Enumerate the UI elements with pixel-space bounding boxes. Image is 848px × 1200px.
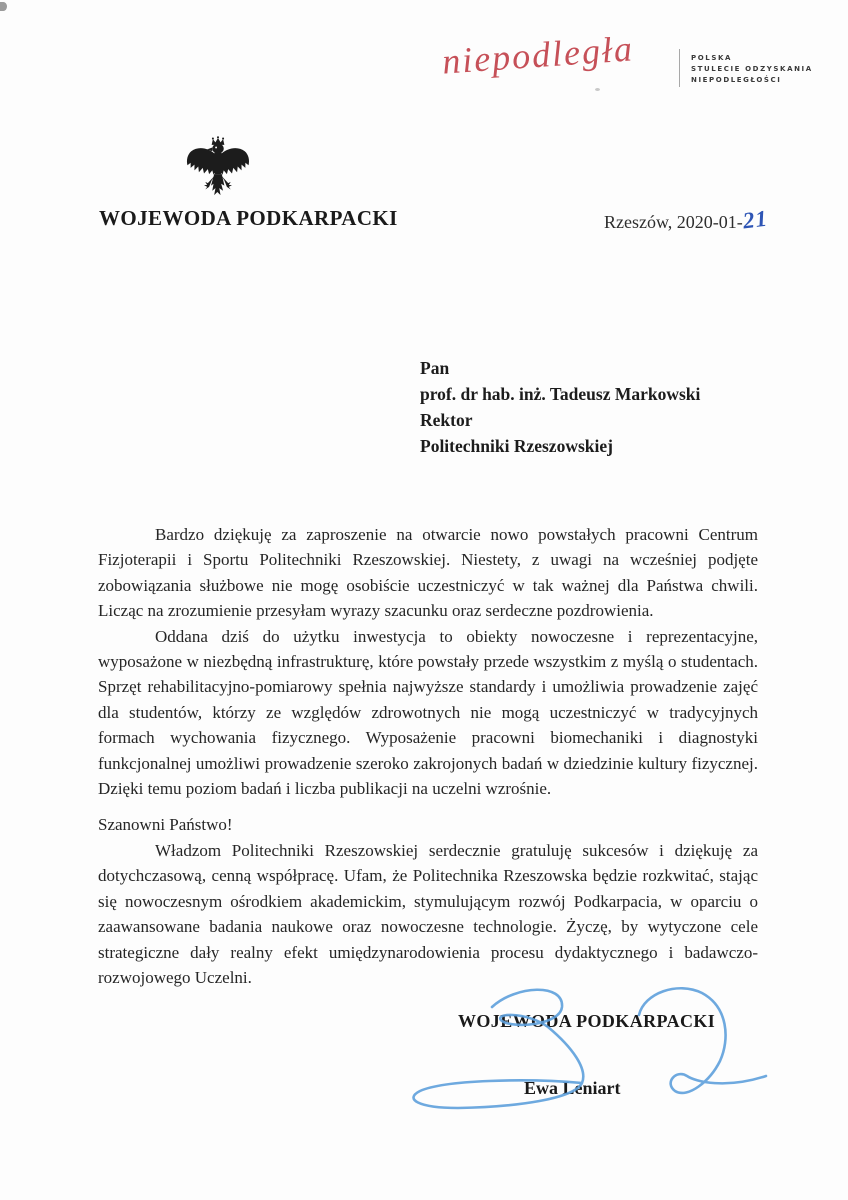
niepodlegla-script-text: niepodległa [440, 28, 636, 82]
addressee-line: Rektor [420, 410, 473, 430]
addressee-block [420, 355, 700, 459]
handwritten-signature [396, 977, 796, 1127]
logo-tagline-line: STULECIE ODZYSKANIA [691, 65, 813, 73]
letter-body [98, 522, 758, 990]
scan-artifact [0, 2, 7, 11]
logo-divider [679, 49, 680, 87]
addressee-line: Pan [420, 358, 450, 378]
signature-office-title: WOJEWODA PODKARPACKI [458, 1011, 716, 1031]
polish-eagle-emblem-icon [186, 136, 250, 211]
date-line [604, 205, 770, 234]
body-paragraph-2: Oddana dziś do użytku inwestycja to obiekty nowoczesne i reprezentacyjne, wyposażone w niezbędną infrastrukturę, które powstały przede wszystkim z myślą o studentach. Sprzęt rehabilitacyjno-pomiarowy spełnia najwyższe standardy i umożliwia prowadzenie zajęć dla studentów, którzy ze względów zdrowotnych nie mogą uczestniczyć w tradycyjnych formach wychowania fizycznego. Wyposażenie pracowni biomechaniki i diagnostyki funkcjonalnej umożliwi prowadzenie szeroko zakrojonych badań w dziedzinie kultury fizycznej. Dzięki temu poziom badań i liczba publikacji na uczelni wzrośnie. [98, 626, 758, 799]
office-title: WOJEWODA PODKARPACKI [99, 206, 398, 230]
addressee-line: prof. dr hab. inż. Tadeusz Markowski [420, 384, 701, 404]
salutation: Szanowni Państwo! [98, 815, 233, 835]
date-printed: Rzeszów, 2020-01- [604, 212, 743, 232]
scan-artifact [595, 88, 600, 91]
logo-tagline-line: POLSKA [691, 54, 733, 62]
addressee-line: Politechniki Rzeszowskiej [420, 436, 613, 456]
date-handwritten-day: 21 [741, 205, 770, 234]
signatory-name: Ewa Leniart [524, 1078, 621, 1098]
logo-tagline [691, 53, 813, 86]
logo-tagline-line: NIEPODLEGŁOŚCI [691, 76, 782, 84]
body-paragraph-1: Bardzo dziękuję za zaproszenie na otwarcie nowo powstałych pracowni Centrum Fizjoterapii i Sportu Politechniki Rzeszowskiej. Niestety, z uwagi na wcześniej podjęte zobowiązania służbowe nie mogę osobiście uczestniczyć w tak ważnej dla Państwa chwili. Licząc na zrozumienie przesyłam wyrazy szacunku oraz serdeczne pozdrowienia. [98, 525, 758, 621]
closing-paragraph: Władzom Politechniki Rzeszowskiej serdecznie gratuluję sukcesów i dziękuję za dotychczasową, cenną współpracę. Ufam, że Politechnika Rzeszowska będzie rozkwitać, stając się nowoczesnym ośrodkiem akademickim, stymulującym rozwój Podkarpacia, w oparciu o zaawansowane badania naukowe oraz nowoczesne technologie. Życzę, by wytyczone cele strategiczne dały realny efekt umiędzynarodowienia procesu dydaktycznego i badawczo-rozwojowego Uczelni. [98, 840, 758, 987]
